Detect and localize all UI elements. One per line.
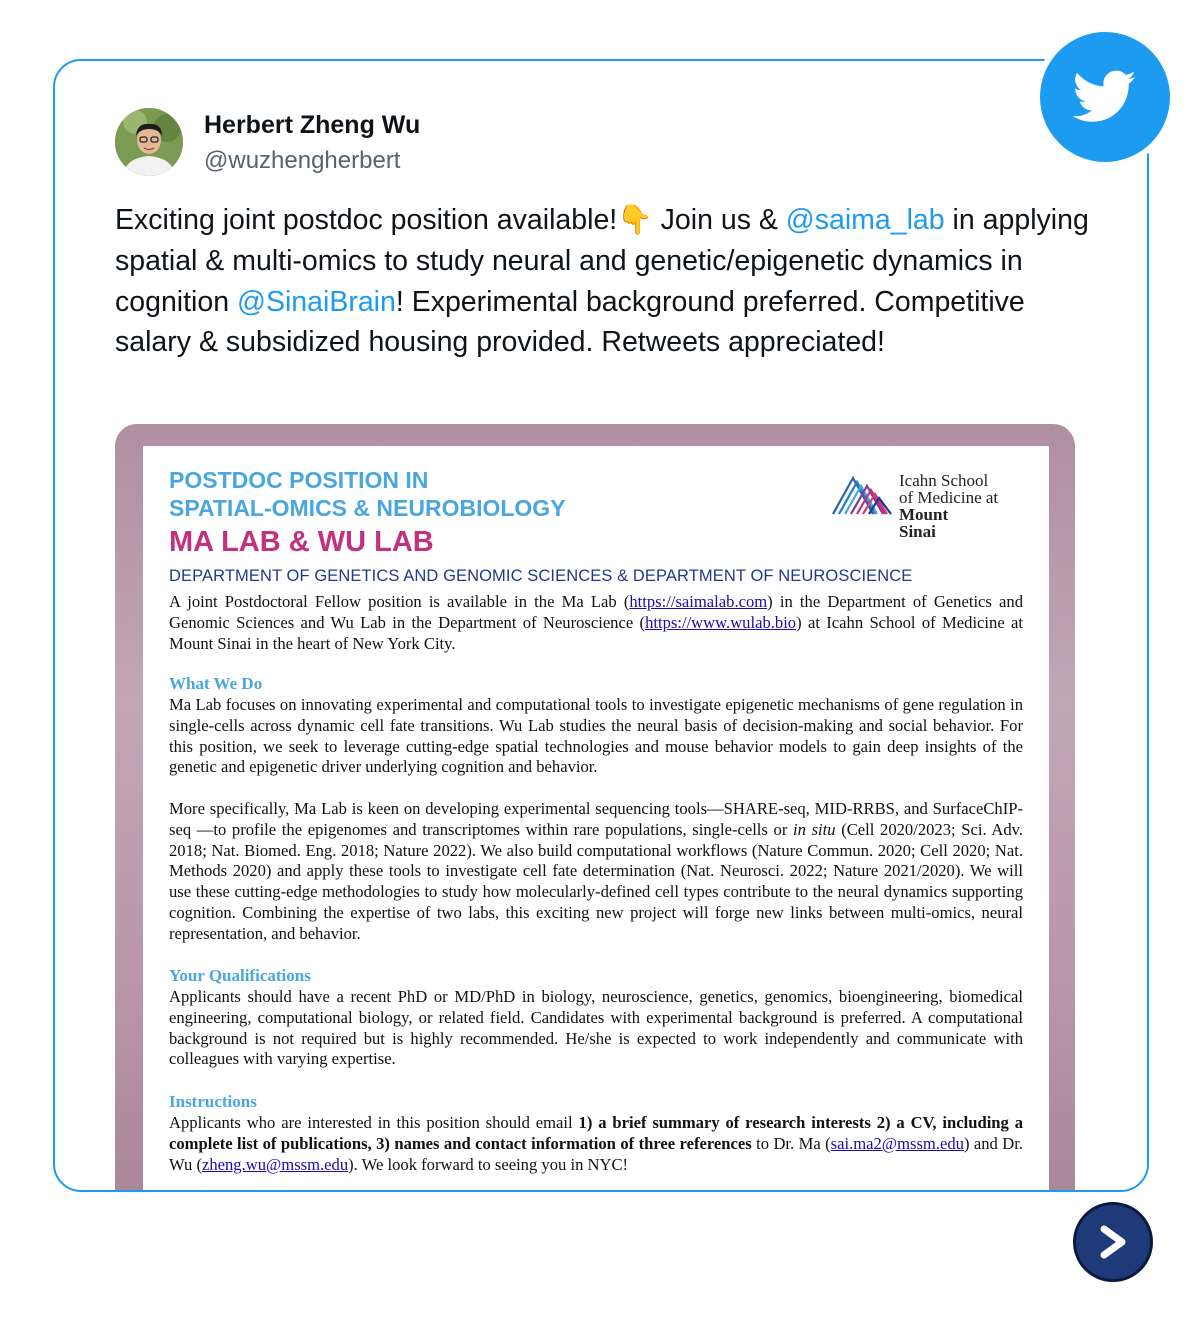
flyer-document bbox=[143, 446, 1049, 1192]
text: ) in the Department of Genetics and Genomic Sciences and Wu Lab in the Department of Neuroscience ( bbox=[169, 592, 1023, 632]
logo-line: Icahn School bbox=[899, 471, 989, 490]
ma-email-link[interactable]: sai.ma2@mssm.edu bbox=[830, 1133, 964, 1153]
instructions-paragraph bbox=[169, 1113, 1023, 1175]
mention-link[interactable]: @SinaiBrain bbox=[237, 285, 396, 318]
chevron-right-icon bbox=[1094, 1223, 1132, 1261]
tweet-text-part: Join us & bbox=[652, 204, 786, 236]
logo-line: of Medicine at bbox=[899, 488, 999, 507]
avatar[interactable] bbox=[115, 108, 183, 176]
text: to Dr. Ma ( bbox=[751, 1133, 831, 1153]
details-paragraph bbox=[169, 799, 1023, 945]
tweet-card bbox=[53, 59, 1149, 1192]
twitter-bird-icon bbox=[1073, 70, 1137, 124]
text: ) at Icahn School of Medicine at Mount Sinai in the heart of New York City. bbox=[169, 612, 1023, 653]
what-we-do-heading: What We Do bbox=[169, 674, 263, 693]
text: A joint Postdoctoral Fellow position is available in the Ma Lab ( bbox=[169, 592, 630, 611]
logo-line: Mount bbox=[899, 505, 949, 524]
text-bold: 1) a brief summary of research interests 2) a CV, including a complete list of publications, 3) names and contact information of three references bbox=[169, 1113, 1023, 1153]
wulab-link[interactable]: https://www.wulab.bio bbox=[645, 612, 797, 632]
pointing-down-emoji-icon: 👇 bbox=[617, 204, 653, 236]
tweet-text-part: ! Experimental background preferred. Competitive salary & subsidized housing provided. Retweets appreciated! bbox=[115, 285, 1025, 359]
next-button[interactable] bbox=[1073, 1202, 1153, 1282]
text: (Cell 2020/2023; Sci. Adv. 2018; Nat. Biomed. Eng. 2018; Nature 2022). We also build computational workflows (Nature Commun. 2020; Cell 2020; Nat. Methods 2020) and apply these tools to investigate cell fate determination (Nat. Neurosci. 2022; Nature 2021/2020). We will use these cutting-edge methodologies to study how molecularly-defined cell types contribute to the neural dynamics supporting cognition. Combining the expertise of two labs, this exciting new project will forge new links between multi-omics, neural representation, and behavior. bbox=[169, 819, 1024, 943]
author-name[interactable]: Herbert Zheng Wu bbox=[204, 111, 421, 139]
tweet-media-image[interactable] bbox=[115, 424, 1075, 1192]
text: Applicants who are interested in this position should email bbox=[169, 1113, 579, 1132]
tweet-text-part: in applying spatial & multi-omics to study neural and genetic/epigenetic dynamics in cognition bbox=[115, 204, 1089, 318]
text: More specifically, Ma Lab is keen on developing experimental sequencing tools—SHARE-seq, MID-RRBS, and SurfaceChIP-seq —to profile the epigenomes and transcriptomes within rare populations, single-cells or bbox=[169, 799, 1023, 839]
wu-email-link[interactable]: zheng.wu@mssm.edu bbox=[201, 1154, 349, 1174]
mention-link[interactable]: @saima_lab bbox=[785, 204, 945, 236]
twitter-logo-badge bbox=[1040, 32, 1170, 162]
doc-title-line: SPATIAL-OMICS & NEUROBIOLOGY bbox=[169, 495, 566, 521]
logo-line: Sinai bbox=[899, 522, 936, 541]
instructions-heading: Instructions bbox=[169, 1092, 257, 1111]
mount-sinai-logo-icon bbox=[831, 472, 895, 516]
author-handle[interactable]: @wuzhengherbert bbox=[204, 147, 401, 174]
mount-sinai-logo bbox=[831, 472, 1031, 548]
saimalab-link[interactable]: https://saimalab.com bbox=[629, 592, 768, 611]
doc-department: DEPARTMENT OF GENETICS AND GENOMIC SCIENCES & DEPARTMENT OF NEUROSCIENCE bbox=[169, 567, 913, 585]
text: ). We look forward to seeing you in NYC! bbox=[348, 1154, 629, 1174]
text-italic: in situ bbox=[793, 819, 836, 839]
intro-paragraph bbox=[169, 592, 1023, 654]
qualifications-heading: Your Qualifications bbox=[169, 966, 311, 985]
doc-title bbox=[169, 466, 566, 522]
doc-lab-title: MA LAB & WU LAB bbox=[169, 526, 434, 558]
tweet-text-part: Exciting joint postdoc position available! bbox=[115, 204, 618, 236]
text: ) and Dr. Wu ( bbox=[169, 1133, 1023, 1174]
what-we-do-paragraph: Ma Lab focuses on innovating experimental and computational tools to investigate epigenetic mechanisms of gene regulation in single-cells across dynamic cell fate transitions. Wu Lab studies the neural basis of decision-making and social behavior. For this position, we seek to leverage cutting-edge spatial technologies and mouse behavior models to gain deep insights of the genetic and epigenetic driver underlying cognition and behavior. bbox=[169, 695, 1023, 777]
doc-title-line: POSTDOC POSITION IN bbox=[169, 467, 429, 493]
tweet-text bbox=[115, 200, 1105, 363]
qualifications-paragraph: Applicants should have a recent PhD or MD/PhD in biology, neuroscience, genetics, genomics, bioengineering, biomedical engineering, computational biology, or related field. Candidates with experimental background is preferred. A computational background is not required but is highly recommended. He/she is expected to work independently and communicate with colleagues with varying expertise. bbox=[169, 987, 1023, 1069]
logo-text bbox=[899, 472, 998, 540]
